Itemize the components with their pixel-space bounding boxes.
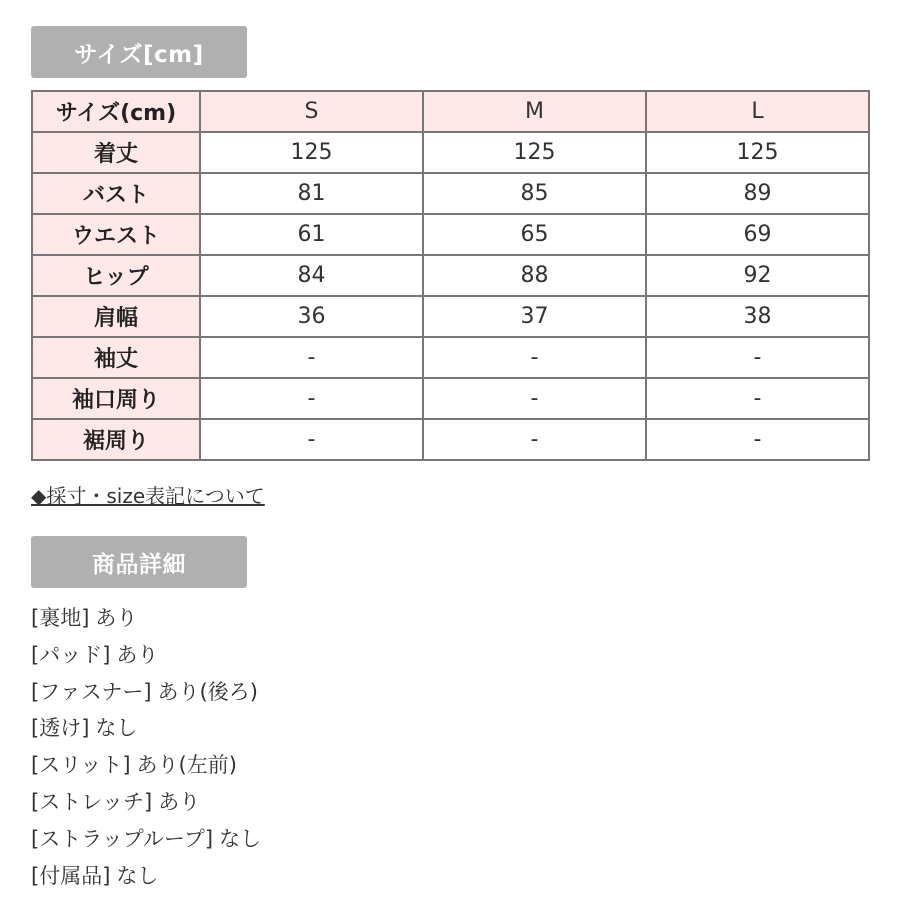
table-cell: 88: [423, 255, 646, 296]
row-label-shoulder: 肩幅: [32, 296, 200, 337]
table-cell: -: [423, 337, 646, 378]
table-cell: 61: [200, 214, 423, 255]
detail-key: [ファスナー]: [31, 679, 152, 704]
detail-key: [ストラップループ]: [31, 826, 214, 851]
detail-value: なし: [219, 826, 262, 851]
size-header-s: S: [200, 91, 423, 132]
row-label-sleeve: 袖丈: [32, 337, 200, 378]
table-cell: -: [646, 378, 869, 419]
table-row: [32, 337, 869, 378]
detail-value: なし: [95, 716, 138, 741]
table-cell: 69: [646, 214, 869, 255]
list-item: [31, 747, 261, 784]
row-label-cuff: 袖口周り: [32, 378, 200, 419]
detail-value: あり: [95, 606, 138, 630]
detail-value: なし: [116, 863, 159, 888]
detail-value: あり(左前): [136, 753, 237, 778]
table-cell: -: [423, 419, 646, 460]
table-row: [32, 296, 869, 337]
detail-key: [裏地]: [31, 606, 90, 630]
size-header-row: [32, 91, 869, 132]
list-item: [31, 858, 261, 895]
table-cell: 125: [423, 132, 646, 173]
size-header-l: L: [646, 91, 869, 132]
measurement-note-link[interactable]: ◆採寸・size表記について: [31, 484, 265, 508]
list-item: [31, 821, 261, 858]
table-row: [32, 419, 869, 460]
list-item: [31, 600, 261, 637]
table-cell: -: [200, 419, 423, 460]
row-label-hem: 裾周り: [32, 419, 200, 460]
detail-key: [パッド]: [31, 642, 111, 667]
size-header-m: M: [423, 91, 646, 132]
table-cell: 89: [646, 173, 869, 214]
table-cell: 38: [646, 296, 869, 337]
table-cell: -: [200, 378, 423, 419]
detail-value: あり(後ろ): [157, 679, 258, 704]
table-cell: -: [200, 337, 423, 378]
table-cell: 85: [423, 173, 646, 214]
list-item: [31, 784, 261, 821]
table-cell: -: [646, 419, 869, 460]
list-item: [31, 710, 261, 747]
row-label-hip: ヒップ: [32, 255, 200, 296]
table-cell: 84: [200, 255, 423, 296]
list-item: [31, 637, 261, 674]
table-cell: 37: [423, 296, 646, 337]
table-cell: 125: [646, 132, 869, 173]
details-section-tab-label: 商品詳細: [92, 551, 186, 578]
table-row: [32, 378, 869, 419]
table-cell: 92: [646, 255, 869, 296]
detail-value: あり: [116, 642, 159, 667]
detail-key: [ストレッチ]: [31, 789, 153, 814]
table-cell: 65: [423, 214, 646, 255]
detail-key: [付属品]: [31, 863, 111, 888]
size-section-tab: [31, 26, 247, 78]
table-cell: -: [423, 378, 646, 419]
table-cell: 36: [200, 296, 423, 337]
size-section-tab-label: サイズ[cm]: [74, 41, 204, 68]
size-table: [31, 90, 870, 461]
table-row: [32, 255, 869, 296]
table-row: [32, 173, 869, 214]
details-section-tab: [31, 536, 247, 588]
table-cell: 125: [200, 132, 423, 173]
table-row: [32, 214, 869, 255]
row-label-bust: バスト: [32, 173, 200, 214]
size-table-corner-label: サイズ(cm): [32, 91, 200, 132]
table-cell: 81: [200, 173, 423, 214]
row-label-waist: ウエスト: [32, 214, 200, 255]
detail-key: [透け]: [31, 716, 90, 741]
product-details-list: [31, 600, 261, 894]
table-row: [32, 132, 869, 173]
list-item: [31, 674, 261, 711]
detail-value: あり: [158, 789, 201, 814]
table-cell: -: [646, 337, 869, 378]
row-label-length: 着丈: [32, 132, 200, 173]
detail-key: [スリット]: [31, 753, 131, 778]
